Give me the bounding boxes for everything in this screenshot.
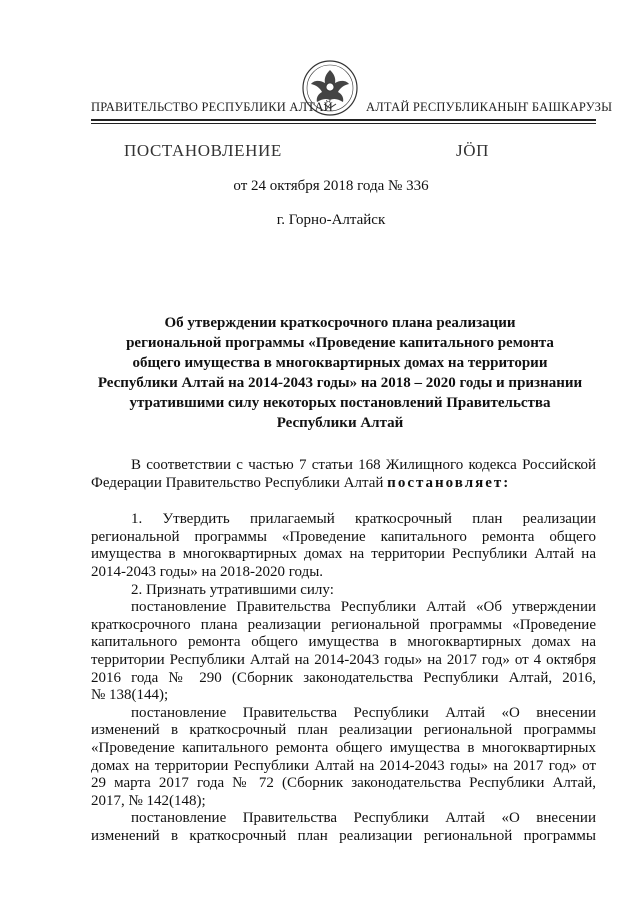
body-text: Федерации Правительство Республики Алтай [91, 474, 388, 491]
doc-type-alt: ЈӦП [456, 141, 489, 160]
body-line: территории Республики Алтай на 2014-2043 годы» на 2017 год» от 4 октября [91, 651, 596, 668]
document-body [91, 457, 596, 845]
item-1-paragraph [91, 511, 596, 581]
body-line: 2014-2043 годы» на 2018-2020 годы. [91, 563, 324, 580]
body-line: краткосрочного плана реализации региональной программы «Проведение [91, 616, 596, 633]
body-line: имущества в многоквартирных домах на территории Республики Алтай на [91, 546, 596, 563]
org-name-ru: ПРАВИТЕЛЬСТВО РЕСПУБЛИКИ АЛТАЙ [91, 100, 333, 114]
body-line: изменений в краткосрочный план реализации региональной программы [91, 827, 596, 844]
body-line: 29 марта 2017 года № 72 (Сборник законодательства Республики Алтай, [91, 775, 596, 792]
body-line: 2017, № 142(148); [91, 792, 206, 809]
document-date: от 24 октября 2018 года № 336 [233, 178, 429, 194]
body-line: 1. Утвердить прилагаемый краткосрочный план реализации [131, 511, 596, 528]
resolution-keyword: постановляет: [387, 474, 511, 491]
title-line: региональной программы «Проведение капитального ремонта [126, 335, 554, 351]
document-city: г. Горно-Алтайск [276, 212, 386, 228]
body-line [91, 475, 596, 493]
title-line: Республики Алтай [276, 415, 404, 431]
title-line: Республики Алтай на 2014-2043 годы» на 2018 – 2020 годы и признании [97, 375, 583, 391]
body-line: № 138(144); [91, 687, 169, 704]
preamble-paragraph [91, 457, 596, 492]
title-line: утратившими силу некоторых постановлений Правительства [129, 395, 551, 411]
body-line: постановление Правительства Республики Алтай «О внесении [131, 704, 596, 721]
body-line: В соответствии с частью 7 статьи 168 Жилищного кодекса Российской [131, 457, 596, 473]
org-name-alt: АЛТАЙ РЕСПУБЛИКАНЫҤ БАШКАРУЗЫ [366, 100, 613, 114]
item-2-paragraph [91, 582, 596, 600]
repealed-act-1 [91, 599, 596, 705]
doc-type-ru: ПОСТАНОВЛЕНИЕ [124, 141, 282, 160]
title-line: общего имущества в многоквартирных домах на территории [132, 355, 548, 371]
body-line: капитального ремонта общего имущества в многоквартирных домах на [91, 634, 596, 651]
body-line: домах на территории Республики Алтай на 2014-2043 годы» на 2017 год» от [91, 757, 596, 774]
header-rule-thin [91, 123, 596, 124]
body-line: 2. Признать утратившими силу: [131, 581, 334, 598]
body-line: постановление Правительства Республики Алтай «О внесении [131, 810, 596, 827]
repealed-act-3 [91, 810, 596, 845]
body-line: 2016 года № 290 (Сборник законодательства Республики Алтай, 2016, [91, 669, 596, 686]
body-line: региональной программы «Проведение капитального ремонта общего [91, 528, 596, 545]
body-line: постановление Правительства Республики Алтай «Об утверждении [131, 599, 596, 616]
repealed-act-2 [91, 705, 596, 811]
document-title [90, 313, 590, 433]
title-line: Об утверждении краткосрочного плана реализации [164, 315, 516, 331]
header-rule-thick [91, 119, 596, 121]
body-line: изменений в краткосрочный план реализации региональной программы [91, 722, 596, 739]
body-line: «Проведение капитального ремонта общего имущества в многоквартирных [91, 739, 596, 756]
